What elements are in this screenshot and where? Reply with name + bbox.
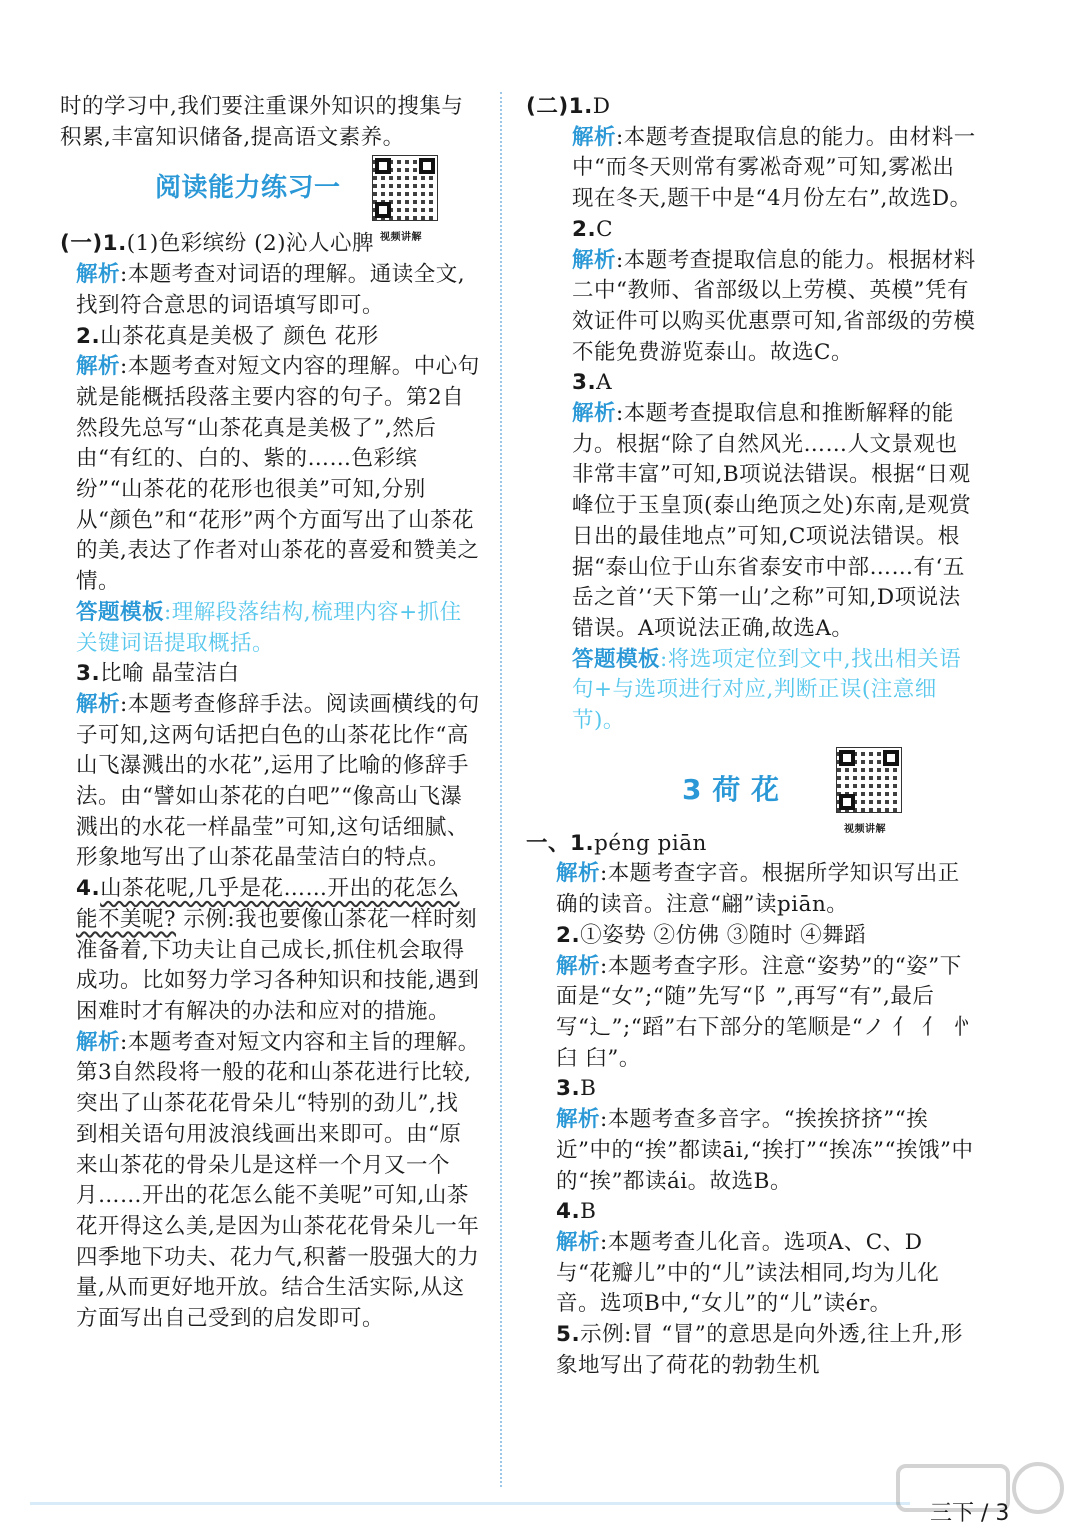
- analysis: 解析:本题考查提取信息和推断解释的能力。根据“除了自然风光……人文景观也非常丰富”可知,B项说法错误。根据“日观峰位于玉皇顶(泰山绝顶之处)东南,是观赏日出的最佳地点”可知,C项说法错误。根据“泰山位于山东省泰安市中部……有‘五岳之首’‘天下第一山’之称”可知,D项说法错误。A项说法正确,故选A。: [572, 401, 972, 641]
- answer-item: (二)1.D: [526, 94, 611, 119]
- analysis: 解析:本题考查对短文内容的理解。中心句就是能概括段落主要内容的句子。第2自然段先总写“山茶花真是美极了”,然后由“有红的、白的、紫的……色彩缤纷”“山茶花的花形也很美”可知,分别从“颜色”和“花形”两个方面写出了山茶花的美,表达了作者对山茶花的喜爱和赞美之情。: [76, 354, 480, 595]
- answer-template: 答题模板:将选项定位到文中,找出相关语句+与选项进行对应,判断正误(注意细节)。: [572, 646, 962, 734]
- answer-item: 5.示例:冒 “冒”的意思是向外透,往上升,形象地写出了荷花的勃勃生机: [556, 1322, 963, 1378]
- analysis: 解析:本题考查对词语的理解。通读全文,找到符合意思的词语填写即可。: [76, 262, 466, 318]
- lesson-title: 3 荷 花: [682, 772, 780, 806]
- answer-item: 4.B: [556, 1199, 597, 1225]
- right-column: [526, 92, 976, 1381]
- answer-template: 答题模板:理解段落结构,梳理内容+抓住关键词语提取概括。: [76, 599, 462, 656]
- answer-item: 2.C: [572, 216, 614, 242]
- analysis: 解析:本题考查字形。注意“姿势”的“姿”下面是“女”;“随”先写“阝”,再写“有”,最后写“辶”;“蹈”右下部分的笔顺是“ノ 亻 亻 㣺 臼 臼”。: [556, 953, 974, 1071]
- lesson-header: [556, 737, 976, 835]
- qr-caption: 视频讲解: [380, 232, 422, 244]
- intro-text: 时的学习中,我们要注重课外知识的搜集与积累,丰富知识储备,提高语文素养。: [60, 94, 464, 150]
- column-divider: [500, 92, 502, 1487]
- qr-code-icon[interactable]: [836, 747, 902, 813]
- analysis: 解析:本题考查提取信息的能力。根据材料二中“教师、省部级以上劳模、英模”凭有效证件可以购买优惠票可知,省部级的劳模不能免费游览泰山。故选C。: [572, 247, 976, 365]
- analysis: 解析:本题考查对短文内容和主旨的理解。第3自然段将一般的花和山茶花进行比较,突出了山茶花花骨朵儿“特别的劲儿”,找到相关语句用波浪线画出来即可。由“原来山茶花的骨朵儿是这样一个月又一个月……开出的花怎么能不美呢”可知,山茶花开得这么美,是因为山茶花花骨朵儿一年四季地下功夫、花力气,积蓄一股强大的力量,从而更好地开放。结合生活实际,从这方面写出自己受到的启发即可。: [76, 1029, 480, 1332]
- answer-item: 一、1.péng piān: [526, 830, 707, 856]
- answer-item: 3.A: [572, 370, 613, 396]
- page-number: 三下 / 3: [930, 1501, 1010, 1526]
- answer-item: 3.B: [556, 1076, 597, 1102]
- answer-item: 2.山茶花真是美极了 颜色 花形: [76, 323, 379, 349]
- analysis: 解析:本题考查修辞手法。阅读画横线的句子可知,这两句话把白色的山茶花比作“高山飞瀑溅出的水花”,运用了比喻的修辞手法。由“譬如山茶花的白吧”“像高山飞瀑溅出的水花一样晶莹”可知,这句话细腻、形象地写出了山茶花晶莹洁白的特点。: [76, 691, 480, 871]
- section-title: 阅读能力练习一: [155, 173, 341, 204]
- analysis: 解析:本题考查儿化音。选项A、C、D与“花瓣儿”中的“儿”读法相同,均为儿化音。选项B中,“女儿”的“儿”读ér。: [556, 1229, 940, 1317]
- analysis: 解析:本题考查多音字。“挨挨挤挤”“挨近”中的“挨”都读āi,“挨打”“挨冻”“挨饿”中的“挨”都读ái。故选B。: [556, 1107, 974, 1194]
- answer-item: 2.①姿势 ②仿佛 ③随时 ④舞蹈: [556, 922, 867, 948]
- qr-code-icon[interactable]: [372, 155, 438, 221]
- answer-item: 4.山茶花呢,几乎是花……开出的花怎么能不美呢? 示例:我也要像山茶花一样时刻准备着,下功夫让自己成长,抓住机会取得成功。比如努力学习各种知识和技能,遇到困难时才有解决的办法和应对的措施。: [76, 876, 480, 1024]
- qr-caption: 视频讲解: [844, 823, 886, 835]
- footer-rule: [30, 1502, 910, 1505]
- left-column: [60, 92, 480, 1335]
- answer-item: (一)1.(1)色彩缤纷 (2)沁人心脾: [60, 231, 375, 257]
- analysis: 解析:本题考查提取信息的能力。由材料一中“而冬天则常有雾凇奇观”可知,雾凇出现在冬天,题干中是“4月份左右”,故选D。: [572, 124, 976, 212]
- analysis: 解析:本题考查字音。根据所学知识写出正确的读音。注意“翩”读piān。: [556, 861, 960, 918]
- answer-item: 3.比喻 晶莹洁白: [76, 661, 240, 687]
